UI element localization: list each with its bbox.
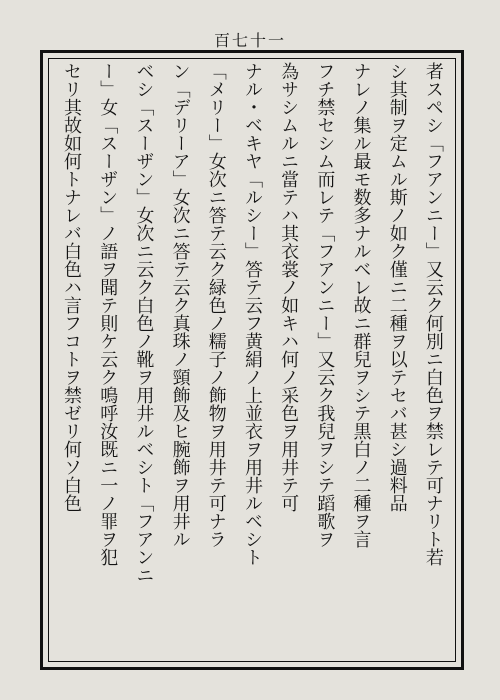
text-column: シ其制ヲ定ムル斯ノ如ク僅ニ二種ヲ以テセバ甚シ過料品 xyxy=(386,62,408,512)
text-column: 「メリー」女次ニ答テ云ク緑色ノ糯子ノ飾物ヲ用井テ可ナラ xyxy=(205,62,227,548)
text-column: セリ其故如何トナレバ白色ハ言フコトヲ禁ゼリ何ソ白色 xyxy=(61,62,82,512)
text-column: ナル・ベキヤ「ルシー」答テ云フ黄絹ノ上並衣ヲ用井ルベシト xyxy=(241,62,263,566)
text-column: 者スペシ「フアンニー」又云ク何別ニ白色ヲ禁レテ可ナリト若 xyxy=(422,62,444,566)
text-column: ン「デリーア」女次ニ答テ云ク真珠ノ頸飾及ヒ腕飾ヲ用井ル xyxy=(169,62,191,548)
text-column: ナレノ集ル最モ数多ナルベレ故ニ群兒ヲシテ黒白ノ二種ヲ言 xyxy=(350,62,372,548)
text-column: 為サシムルニ當テハ其衣裳ノ如キハ何ノ采色ヲ用井テ可 xyxy=(278,62,300,512)
vertical-text-body xyxy=(52,62,452,658)
text-column: ベシ「スーザン」女次ニ云ク白色ノ靴ヲ用井ルベシト「フアンニ xyxy=(133,62,155,584)
text-column: ー」女「スーザン」ノ語ヲ聞テ則ケ云ク鳴呼汝既ニ一ノ罪ヲ犯 xyxy=(97,62,119,566)
page-number: 百七十一 xyxy=(213,31,286,50)
text-column: フチ禁セシム而レテ「フアンニー」又云ク我兒ヲシテ蹈歌ヲ xyxy=(314,62,336,548)
